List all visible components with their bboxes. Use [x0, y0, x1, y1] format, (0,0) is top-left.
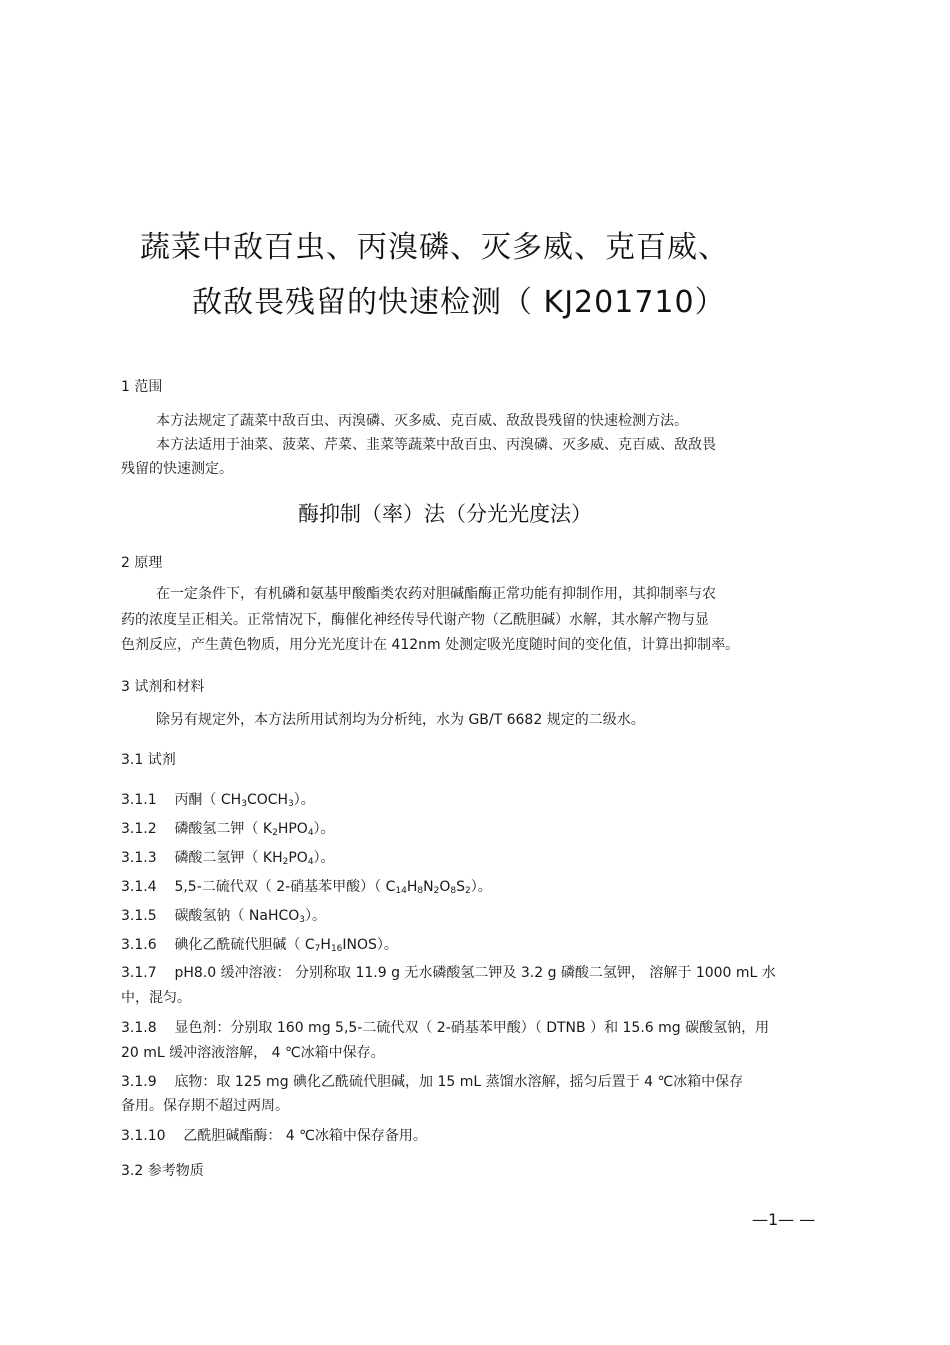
subscript: 3 [299, 915, 305, 925]
item-text: ）。 [313, 821, 335, 837]
item-text: 底物：取 125 mg 碘化乙酰硫代胆碱，加 15 mL 蒸馏水溶解，摇匀后置于 4 ℃冰箱中保存 [174, 1074, 744, 1090]
item-text: 碘化乙酰硫代胆碱（ C [174, 937, 315, 953]
item-number: 3.1.1 [121, 792, 157, 808]
list-item-3-1-9 [121, 1071, 743, 1091]
subscript: 4 [307, 857, 314, 867]
subsection-heading-reagents: 3.1 试剂 [121, 752, 176, 768]
subscript: 4 [307, 828, 314, 838]
item-text: ）。 [470, 879, 492, 895]
item-text: 显色剂：分别取 160 mg 5,5-二硫代双（ 2-硝基苯甲酸）（ DTNB ）和 15.6 mg 碳酸氢钠，用 [174, 1020, 770, 1036]
list-item-3-1-2 [121, 818, 335, 838]
item-text: ）。 [313, 850, 335, 866]
item-number: 3.1.10 [121, 1128, 166, 1144]
list-item-3-1-8 [121, 1017, 769, 1037]
principle-line1: 在一定条件下，有机磷和氨基甲酸酯类农药对胆碱酯酶正常功能有抑制作用，其抑制率与农 [156, 586, 716, 602]
reagents-paragraph: 除另有规定外，本方法所用试剂均为分析纯，水为 GB/T 6682 规定的二级水。 [156, 712, 645, 728]
item-text: 丙酮（ CH [174, 792, 242, 808]
list-item-3-1-3 [121, 847, 335, 867]
section-heading-principle: 2 原理 [121, 555, 163, 571]
principle-line2: 药的浓度呈正相关。正常情况下，酶催化神经传导代谢产物（乙酰胆碱）水解，其水解产物与显 [121, 612, 709, 628]
item-number: 3.1.8 [121, 1020, 157, 1036]
item-text: INOS）。 [342, 937, 398, 953]
item-text: 乙酰胆碱酯酶： 4 ℃冰箱中保存备用。 [183, 1128, 427, 1144]
item-text: ）。 [305, 908, 326, 924]
subscript: 3 [288, 799, 294, 809]
list-item-3-1-5 [121, 905, 326, 925]
section-heading-scope: 1 范围 [121, 379, 163, 395]
subscript: 2 [433, 886, 440, 896]
list-item-3-1-9-cont: 备用。保存期不超过两周。 [121, 1098, 289, 1114]
section-heading-reagents: 3 试剂和材料 [121, 679, 205, 695]
item-number: 3.1.3 [121, 850, 157, 866]
scope-paragraph-1: 本方法规定了蔬菜中敌百虫、丙溴磷、灭多威、克百威、敌敌畏残留的快速检测方法。 [156, 413, 688, 429]
subscript: 2 [282, 857, 289, 867]
list-item-3-1-7-cont: 中，混匀。 [121, 990, 191, 1006]
list-item-3-1-7 [121, 962, 776, 982]
subscript: 2 [464, 886, 471, 896]
item-text: 磷酸氢二钾（ K [174, 821, 273, 837]
list-item-3-1-8-cont: 20 mL 缓冲溶液溶解， 4 ℃冰箱中保存。 [121, 1045, 385, 1061]
subscript: 8 [450, 886, 457, 896]
subsection-heading-reference-materials: 3.2 参考物质 [121, 1163, 204, 1179]
item-text: 碳酸氢钠（ NaHCO [174, 908, 300, 924]
page-number: —1— — [752, 1210, 816, 1229]
item-text: 5,5-二硫代双（ 2-硝基苯甲酸）（ C [174, 879, 396, 895]
item-text: PO [288, 850, 308, 866]
scope-paragraph-2-line2: 残留的快速测定。 [121, 461, 233, 477]
document-title-line2: 敌敌畏残留的快速检测（ KJ201710） [192, 285, 726, 320]
item-number: 3.1.6 [121, 937, 157, 953]
item-number: 3.1.9 [121, 1074, 157, 1090]
principle-line3: 色剂反应，产生黄色物质，用分光光度计在 412nm 处测定吸光度随时间的变化值，计算出抑制率。 [121, 637, 740, 653]
item-text: COCH [246, 792, 289, 808]
subscript: 14 [395, 886, 407, 896]
item-text: H [406, 879, 418, 895]
document-title-line1: 蔬菜中敌百虫、丙溴磷、灭多威、克百威、 [140, 230, 729, 265]
item-number: 3.1.2 [121, 821, 157, 837]
item-text: pH8.0 缓冲溶液： 分别称取 11.9 g 无水磷酸氢二钾及 3.2 g 磷酸二氢钾， 溶解于 1000 mL 水 [174, 965, 776, 981]
item-number: 3.1.5 [121, 908, 157, 924]
subscript: 8 [417, 886, 424, 896]
item-number: 3.1.7 [121, 965, 157, 981]
item-text: 磷酸二氢钾（ KH [174, 850, 283, 866]
item-text: O [439, 879, 451, 895]
list-item-3-1-1 [121, 789, 315, 809]
subscript: 3 [241, 799, 247, 809]
item-text: S [456, 879, 465, 895]
subscript: 7 [314, 944, 321, 954]
item-text: ）。 [293, 792, 315, 808]
item-text: H [320, 937, 331, 953]
list-item-3-1-4 [121, 876, 492, 896]
item-text: HPO [277, 821, 308, 837]
item-number: 3.1.4 [121, 879, 157, 895]
subscript: 2 [272, 828, 278, 838]
subscript: 16 [330, 944, 343, 954]
method-title: 酶抑制（率）法（分光光度法） [298, 502, 592, 526]
list-item-3-1-10 [121, 1125, 427, 1145]
list-item-3-1-6 [121, 934, 398, 954]
scope-paragraph-2-line1: 本方法适用于油菜、菠菜、芹菜、韭菜等蔬菜中敌百虫、丙溴磷、灭多威、克百威、敌敌畏 [156, 437, 716, 453]
item-text: N [423, 879, 434, 895]
